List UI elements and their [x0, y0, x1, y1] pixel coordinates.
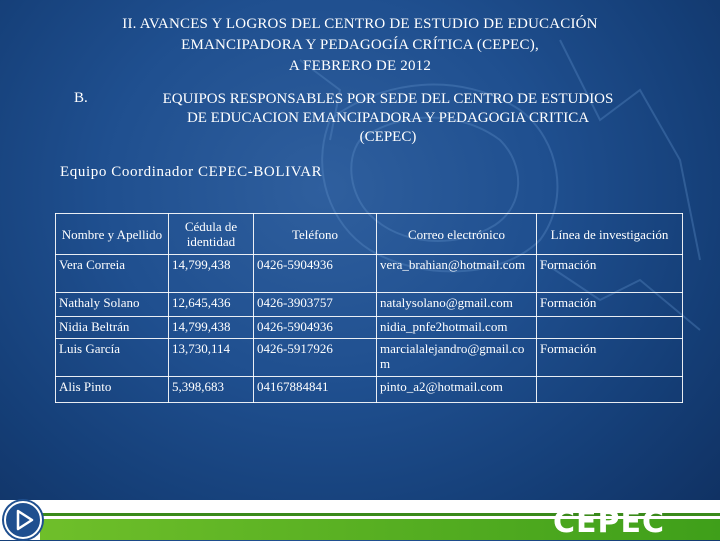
cell-research-line: Formación [537, 255, 683, 293]
cell-research-line [537, 377, 683, 403]
section-title-line-1: EQUIPOS RESPONSABLES POR SEDE DEL CENTRO DE ESTUDIOS [162, 91, 614, 107]
cell-id: 12,645,436 [169, 293, 254, 317]
cell-id: 13,730,114 [169, 339, 254, 377]
header-email: Correo electrónico [377, 214, 537, 255]
cell-id: 14,799,438 [169, 317, 254, 339]
cell-email: marcialalejandro@gmail.com [377, 339, 537, 377]
table-row [56, 255, 683, 293]
cell-phone: 0426-3903757 [254, 293, 377, 317]
table-row [56, 377, 683, 403]
cell-name: Luis García [56, 339, 169, 377]
next-slide-button[interactable] [4, 501, 42, 539]
slide-title [60, 14, 660, 77]
title-line-2: EMANCIPADORA Y PEDAGOGÍA CRÍTICA (CEPEC), [181, 37, 539, 53]
cell-name: Alis Pinto [56, 377, 169, 403]
cell-name: Nathaly Solano [56, 293, 169, 317]
cell-phone: 0426-5904936 [254, 317, 377, 339]
team-table [55, 213, 683, 403]
cell-email: nidia_pnfe2hotmail.com [377, 317, 537, 339]
cell-phone: 04167884841 [254, 377, 377, 403]
play-arrow-icon [6, 503, 40, 537]
cell-research-line [537, 317, 683, 339]
cell-email: natalysolano@gmail.com [377, 293, 537, 317]
cell-email: pinto_a2@hotmail.com [377, 377, 537, 403]
cell-phone: 0426-5917926 [254, 339, 377, 377]
cell-name: Nidia Beltrán [56, 317, 169, 339]
table-row [56, 339, 683, 377]
cell-id: 5,398,683 [169, 377, 254, 403]
table-row [56, 293, 683, 317]
header-id: Cédula de identidad [169, 214, 254, 255]
cell-id: 14,799,438 [169, 255, 254, 293]
cepec-logo: CEPEC [553, 505, 666, 540]
header-phone: Teléfono [254, 214, 377, 255]
cell-research-line: Formación [537, 339, 683, 377]
section-letter: B. [74, 90, 88, 106]
cell-name: Vera Correia [56, 255, 169, 293]
table-header-row [56, 214, 683, 255]
section-title-line-2: DE EDUCACION EMANCIPADORA Y PEDAGOGIA CRITICA [186, 110, 590, 126]
section-title [128, 90, 648, 147]
cell-email: vera_brahian@hotmail.com [377, 255, 537, 293]
title-line-1: II. AVANCES Y LOGROS DEL CENTRO DE ESTUDIO DE EDUCACIÓN [122, 16, 598, 32]
title-line-3: A FEBRERO DE 2012 [288, 58, 432, 74]
cell-phone: 0426-5904936 [254, 255, 377, 293]
header-name: Nombre y Apellido [56, 214, 169, 255]
team-title: Equipo Coordinador CEPEC-BOLIVAR [60, 164, 323, 180]
section-title-line-3: (CEPEC) [359, 129, 417, 145]
cell-research-line: Formación [537, 293, 683, 317]
header-research-line: Línea de investigación [537, 214, 683, 255]
table-row [56, 317, 683, 339]
